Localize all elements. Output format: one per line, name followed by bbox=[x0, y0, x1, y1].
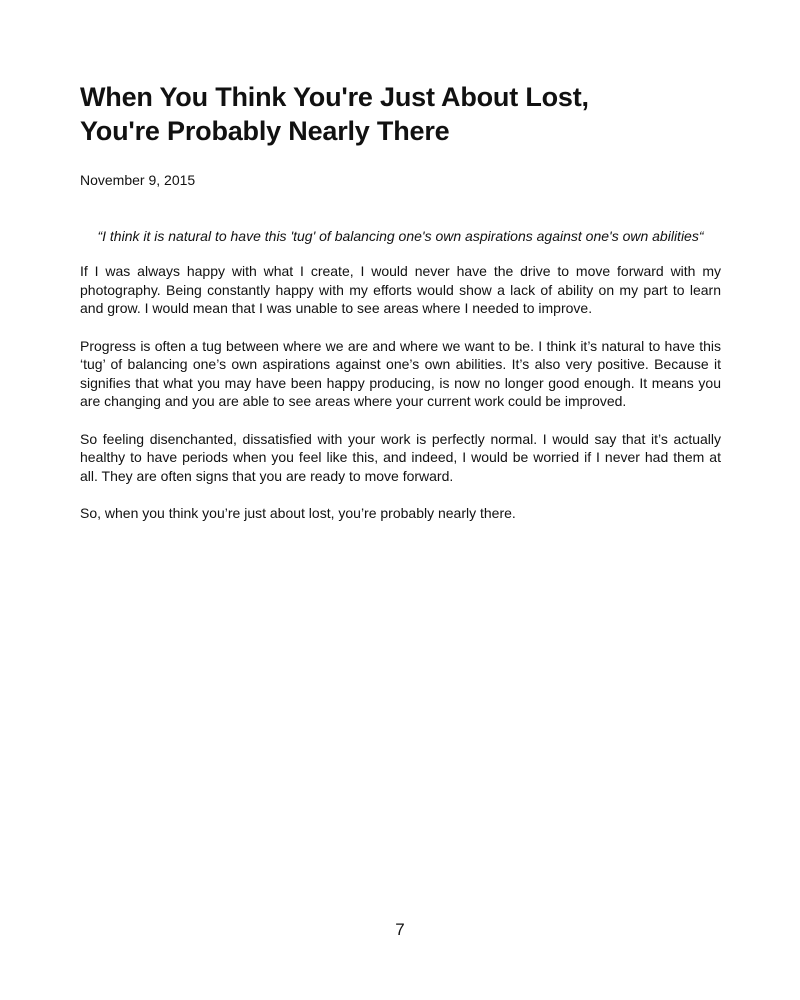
paragraph-2: Progress is often a tug between where we are and where we want to be. I think it’s natural to have this ‘tug’ of balancing one’s own aspirations against one’s own abilities. It’s also very positive. Because it signifies that what you may have been happy producing, is now no longer good enough. It means you are changing and you are able to see areas where your current work could be improved. bbox=[80, 337, 721, 409]
publish-date: November 9, 2015 bbox=[80, 172, 196, 188]
title-line-2: You're Probably Nearly There bbox=[80, 116, 450, 146]
paragraph-3: So feeling disenchanted, dissatisfied with your work is perfectly normal. I would say that it’s actually healthy to have periods when you feel like this, and indeed, I would be worried if I never had them at all. They are often signs that you are ready to move forward. bbox=[80, 430, 721, 484]
page-number: 7 bbox=[395, 920, 405, 939]
title-line-1: When You Think You're Just About Lost, bbox=[80, 82, 589, 112]
article bbox=[80, 80, 721, 537]
pull-quote: “I think it is natural to have this 'tug' of balancing one's own aspirations against one's own abilities“ bbox=[97, 228, 704, 244]
paragraph-1: If I was always happy with what I create, I would never have the drive to move forward with my photography. Being constantly happy with my efforts would show a lack of ability on my part to learn and grow. I would mean that I was unable to see areas where I needed to improve. bbox=[80, 263, 721, 316]
page-title bbox=[80, 80, 721, 148]
paragraph-4: So, when you think you’re just about lost, you’re probably nearly there. bbox=[80, 505, 516, 521]
